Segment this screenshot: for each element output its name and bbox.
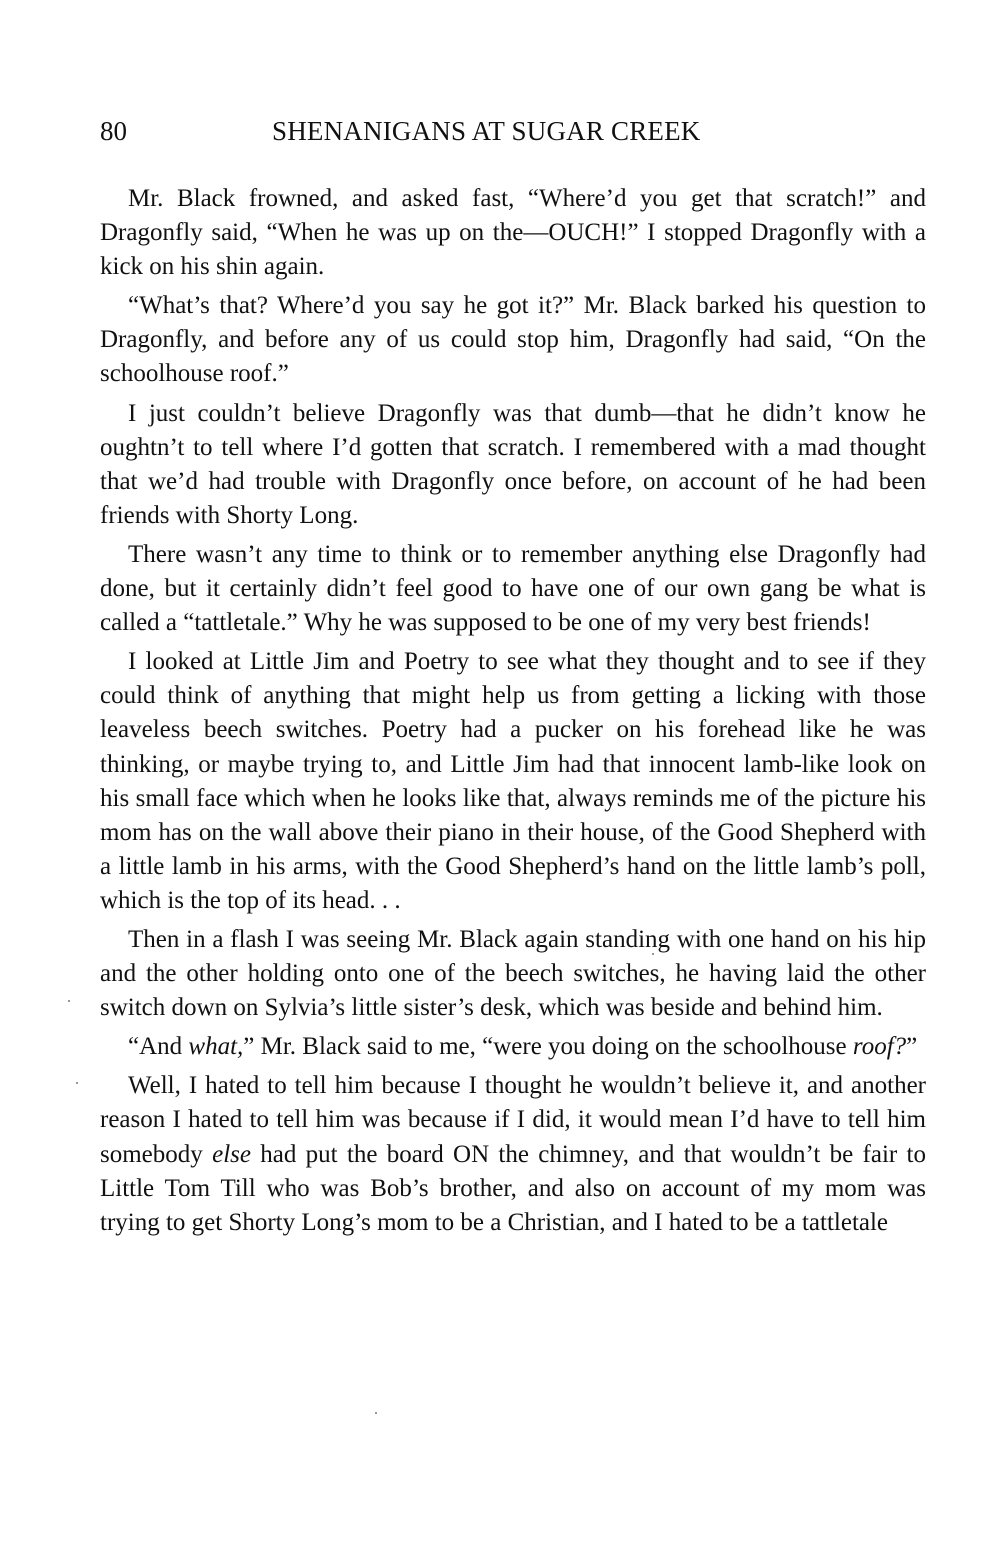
scan-speck <box>652 953 654 955</box>
scan-speck <box>375 1412 377 1414</box>
paragraph-2 <box>100 289 926 391</box>
body-text <box>100 182 926 1240</box>
paragraph-5 <box>100 645 926 918</box>
paragraph-8-text-b: had put the board ON the chimney, and that wouldn’t be fair to Little Tom Till who was Bob’s brother, and also on account of my mom was trying to get Shorty Long’s mom to be a Christian, and I hated to be a tattletale <box>100 1140 926 1236</box>
paragraph-5-text: I looked at Little Jim and Poetry to see what they thought and to see if they could think of anything that might help us from getting a licking with those leaveless beech switches. Poetry had a pucker on his forehead like he was thinking, or maybe trying to, and Little Jim had that innocent lamb-like look on his small face which when he looks like that, always reminds me of the picture his mom has on the wall above their piano in their house, of the Good Shepherd with a little lamb in his arms, with the Good Shepherd’s hand on the little lamb’s poll, which is the top of its head. . . <box>100 648 926 914</box>
scan-speck <box>76 1082 78 1084</box>
paragraph-8-italic-else: else <box>212 1140 251 1168</box>
paragraph-3 <box>100 397 926 533</box>
paragraph-8-text-a: Well, I hated to tell him because I thought he wouldn’t believe it, and another reason I hated to tell him was because if I did, it would mean I’d have to tell him somebody <box>100 1072 926 1168</box>
running-title: SHENANIGANS AT SUGAR CREEK <box>272 116 701 146</box>
paragraph-1-text: Mr. Black frowned, and asked fast, “Where’d you get that scratch!” and Dragonfly said, “When he was up on the—OUCH!” I stopped Dragonfly with a kick on his shin again. <box>100 185 926 281</box>
page-number: 80 <box>100 116 127 146</box>
paragraph-6 <box>100 923 926 1025</box>
paragraph-4 <box>100 538 926 640</box>
paragraph-7 <box>100 1030 926 1064</box>
paragraph-7-text-b: ” Mr. Black said to me, “were you doing on the schoolhouse <box>243 1033 853 1061</box>
paragraph-7-italic-what: what, <box>188 1033 244 1061</box>
page-header <box>100 114 930 150</box>
paragraph-7-text-c: ” <box>906 1033 918 1061</box>
paragraph-1 <box>100 182 926 284</box>
paragraph-2-text: “What’s that? Where’d you say he got it?” Mr. Black barked his question to Dragonfly, and before any of us could stop him, Dragonfly had said, “On the schoolhouse roof.” <box>100 292 926 388</box>
paragraph-7-text-a: “And <box>128 1033 189 1061</box>
paragraph-4-text: There wasn’t any time to think or to remember anything else Dragonfly had done, but it certainly didn’t feel good to have one of our own gang be what is called a “tattletale.” Why he was supposed to be one of my very best friends! <box>100 540 926 637</box>
scan-speck <box>68 1000 70 1002</box>
paragraph-7-italic-roof: roof? <box>852 1033 907 1061</box>
paragraph-3-text: I just couldn’t believe Dragonfly was that dumb—that he didn’t know he oughtn’t to tell where I’d gotten that scratch. I remembered with a mad thought that we’d had trouble with Dragonfly once before, on account of he had been friends with Shorty Long. <box>100 399 926 529</box>
paragraph-8 <box>100 1069 926 1239</box>
paragraph-6-text: Then in a flash I was seeing Mr. Black again standing with one hand on his hip and the other holding onto one of the beech switches, he having laid the other switch down on Sylvia’s little sister’s desk, which was beside and behind him. <box>100 925 926 1022</box>
